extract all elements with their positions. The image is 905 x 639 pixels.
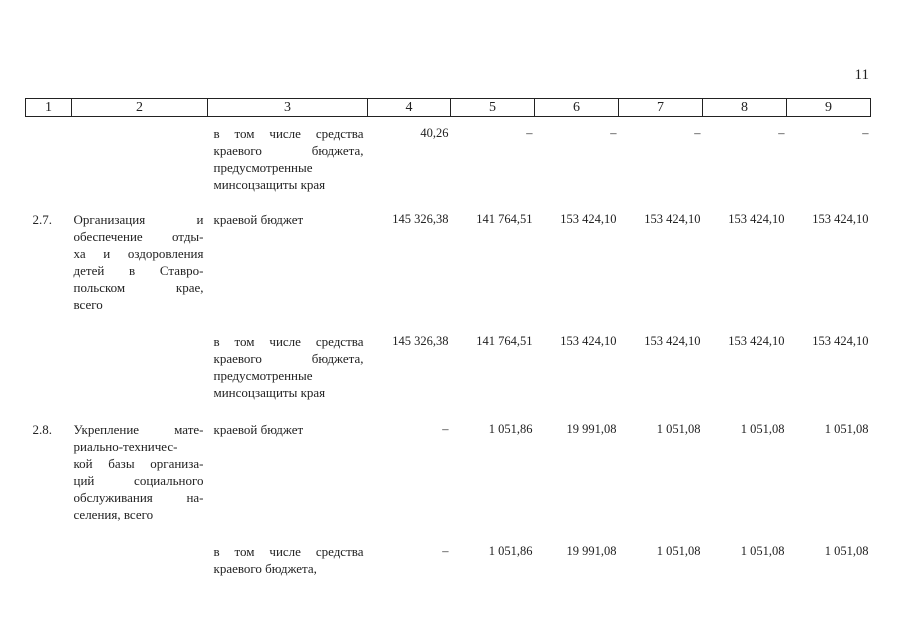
description-line: Организация и	[73, 212, 204, 227]
budget-table	[25, 98, 871, 577]
description-line: кой базы организа-	[73, 456, 204, 471]
column-header-2: 2	[72, 99, 208, 117]
value-cell-col-5: –	[526, 126, 533, 140]
value-cell-col-4: 145 326,38	[392, 334, 449, 348]
description-line: обеспечение отды-	[73, 229, 204, 244]
value-cell-col-8: 1 051,08	[740, 422, 785, 436]
table-header	[26, 99, 871, 117]
value-cell-col-4: 40,26	[420, 126, 449, 140]
value-cell-col-9: 153 424,10	[812, 334, 869, 348]
row-index: 2.7.	[32, 212, 52, 227]
value-cell-col-7: 1 051,08	[656, 544, 701, 558]
source-line: краевого бюджета,	[213, 561, 317, 576]
row-index	[26, 313, 72, 401]
header-row	[26, 99, 871, 117]
value-cell-col-8: –	[778, 126, 785, 140]
description-line: селения, всего	[73, 507, 154, 522]
source-line: минсоцзащиты края	[213, 385, 326, 400]
value-cell-col-8: 1 051,08	[740, 544, 785, 558]
row-funding-source	[208, 313, 368, 401]
value-cell-col-6: –	[610, 126, 617, 140]
column-header-9: 9	[787, 99, 871, 117]
table-row	[26, 401, 871, 523]
description-line: риально-техничес-	[73, 439, 178, 454]
row-funding-source	[208, 117, 368, 194]
source-line: предусмотренные	[213, 368, 313, 383]
value-cell-col-5: 141 764,51	[476, 212, 533, 226]
table-row	[26, 193, 871, 313]
description-line: польском крае,	[73, 280, 204, 295]
value-cell-col-8: 153 424,10	[728, 334, 785, 348]
description-line: детей в Ставро-	[73, 263, 204, 278]
column-header-7: 7	[619, 99, 703, 117]
row-index: 2.8.	[32, 422, 52, 437]
value-cell-col-6: 153 424,10	[560, 212, 617, 226]
value-cell-col-4: –	[442, 544, 449, 558]
value-cell-col-6: 153 424,10	[560, 334, 617, 348]
column-header-6: 6	[535, 99, 619, 117]
table-body	[26, 117, 871, 578]
source-line: в том числе средства	[213, 126, 364, 141]
row-description	[72, 523, 208, 577]
description-line: всего	[73, 297, 103, 312]
description-line: ха и оздоровления	[73, 246, 204, 261]
row-description	[72, 193, 208, 313]
value-cell-col-5: 1 051,86	[488, 422, 533, 436]
source-line: краевой бюджет	[213, 422, 304, 437]
table-row	[26, 117, 871, 194]
source-line: минсоцзащиты края	[213, 177, 326, 192]
source-line: краевого бюджета,	[213, 351, 364, 366]
value-cell-col-4: –	[442, 422, 449, 436]
value-cell-col-9: –	[862, 126, 869, 140]
row-index	[26, 117, 72, 194]
source-line: краевого бюджета,	[213, 143, 364, 158]
page-number: 11	[854, 67, 869, 83]
row-description	[72, 401, 208, 523]
row-index	[26, 523, 72, 577]
source-line: в том числе средства	[213, 334, 364, 349]
column-header-5: 5	[451, 99, 535, 117]
table-row	[26, 313, 871, 401]
row-funding-source	[208, 523, 368, 577]
value-cell-col-5: 1 051,86	[488, 544, 533, 558]
column-header-4: 4	[368, 99, 451, 117]
value-cell-col-8: 153 424,10	[728, 212, 785, 226]
value-cell-col-7: 1 051,08	[656, 422, 701, 436]
row-funding-source	[208, 193, 368, 313]
column-header-3: 3	[208, 99, 368, 117]
value-cell-col-9: 1 051,08	[824, 544, 869, 558]
row-funding-source	[208, 401, 368, 523]
value-cell-col-5: 141 764,51	[476, 334, 533, 348]
value-cell-col-7: 153 424,10	[644, 212, 701, 226]
value-cell-col-9: 153 424,10	[812, 212, 869, 226]
source-line: в том числе средства	[213, 544, 364, 559]
row-description	[72, 117, 208, 194]
value-cell-col-7: 153 424,10	[644, 334, 701, 348]
value-cell-col-7: –	[694, 126, 701, 140]
table-row	[26, 523, 871, 577]
description-line: обслуживания на-	[73, 490, 204, 505]
source-line: предусмотренные	[213, 160, 313, 175]
value-cell-col-9: 1 051,08	[824, 422, 869, 436]
column-header-8: 8	[703, 99, 787, 117]
column-header-1: 1	[26, 99, 72, 117]
source-line: краевой бюджет	[213, 212, 304, 227]
value-cell-col-4: 145 326,38	[392, 212, 449, 226]
row-description	[72, 313, 208, 401]
value-cell-col-6: 19 991,08	[566, 544, 617, 558]
description-line: Укрепление мате-	[73, 422, 204, 437]
description-line: ций социального	[73, 473, 204, 488]
value-cell-col-6: 19 991,08	[566, 422, 617, 436]
